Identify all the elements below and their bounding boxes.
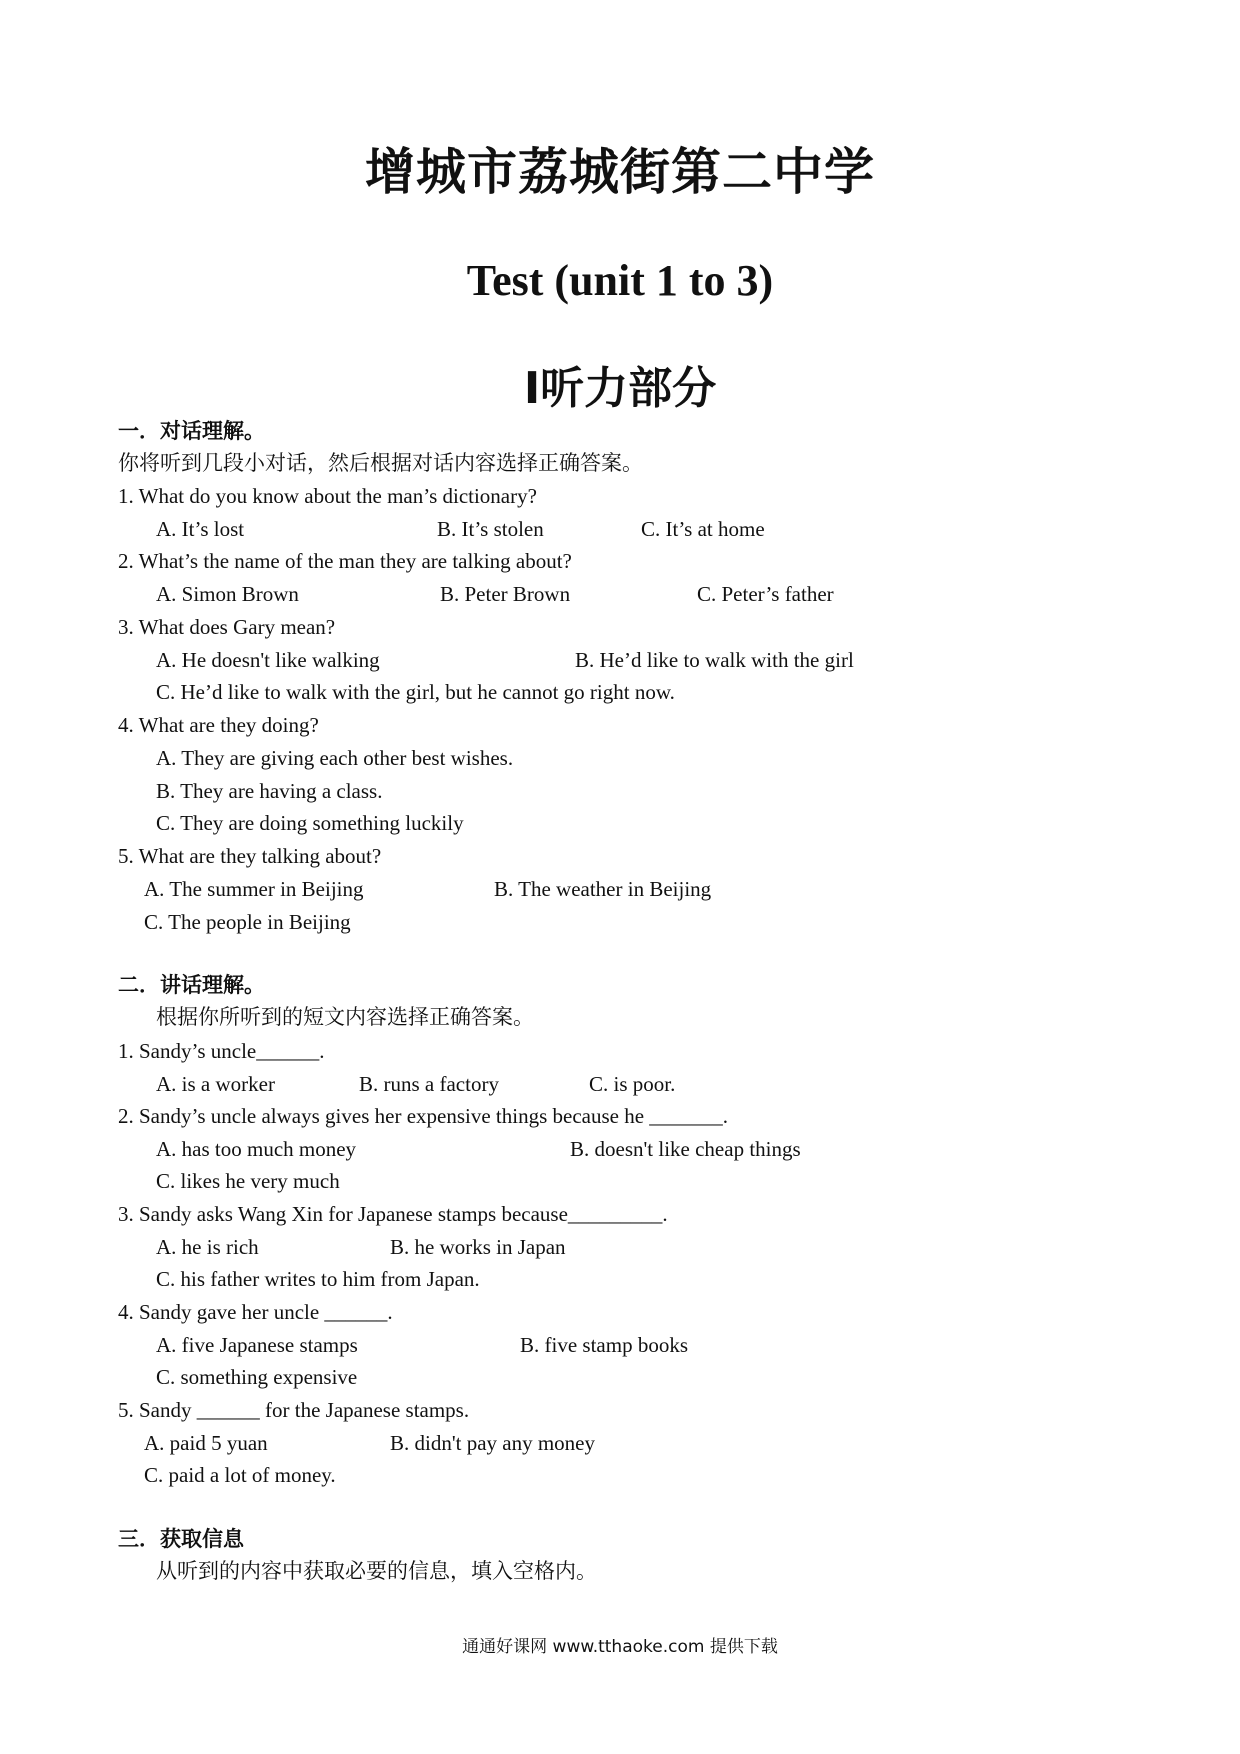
section2-instruction: 根据你所听到的短文内容选择正确答案。 <box>156 1005 534 1029</box>
section1-instruction: 你将听到几段小对话，然后根据对话内容选择正确答案。 <box>118 451 643 475</box>
part-title: Ⅰ听力部分 <box>523 363 717 414</box>
s2-q1-option-a: A. is a worker <box>156 1072 275 1096</box>
s1-q4-option-b: B. They are having a class. <box>156 779 383 803</box>
s1-q4-option-c: C. They are doing something luckily <box>156 811 464 835</box>
s1-q2-option-c: C. Peter’s father <box>697 582 834 606</box>
s1-q1-option-c: C. It’s at home <box>641 517 765 541</box>
s1-q2-option-a: A. Simon Brown <box>156 582 299 606</box>
s1-q1-option-b: B. It’s stolen <box>437 517 544 541</box>
s2-q5-stem: 5. Sandy ______ for the Japanese stamps. <box>118 1398 470 1422</box>
s2-q5-option-a: A. paid 5 yuan <box>144 1431 268 1455</box>
s1-q1-stem: 1. What do you know about the man’s dictionary? <box>118 484 537 508</box>
s2-q2-option-b: B. doesn't like cheap things <box>570 1137 801 1161</box>
section2-heading: 二．讲话理解。 <box>118 973 265 997</box>
s1-q5-option-a: A. The summer in Beijing <box>144 877 364 901</box>
s2-q5-option-b: B. didn't pay any money <box>390 1431 596 1455</box>
s2-q4-option-b: B. five stamp books <box>520 1333 688 1357</box>
s1-q4-option-a: A. They are giving each other best wishes. <box>156 746 514 770</box>
section1-heading: 一．对话理解。 <box>118 419 265 443</box>
s2-q4-option-a: A. five Japanese stamps <box>156 1333 358 1357</box>
section3-instruction: 从听到的内容中获取必要的信息，填入空格内。 <box>156 1559 597 1583</box>
s2-q1-option-b: B. runs a factory <box>359 1072 499 1096</box>
s2-q2-stem: 2. Sandy’s uncle always gives her expensive things because he _______. <box>118 1104 729 1128</box>
s1-q5-option-c: C. The people in Beijing <box>144 910 351 934</box>
s1-q3-option-b: B. He’d like to walk with the girl <box>575 648 854 672</box>
s2-q5-option-c: C. paid a lot of money. <box>144 1463 336 1487</box>
s1-q3-option-a: A. He doesn't like walking <box>156 648 380 672</box>
s1-q5-option-b: B. The weather in Beijing <box>494 877 712 901</box>
test-title: Test (unit 1 to 3) <box>466 256 774 305</box>
s1-q3-stem: 3. What does Gary mean? <box>118 615 336 639</box>
s1-q3-option-c: C. He’d like to walk with the girl, but he cannot go right now. <box>156 680 675 704</box>
s2-q3-option-a: A. he is rich <box>156 1235 259 1259</box>
s1-q5-stem: 5. What are they talking about? <box>118 844 382 868</box>
s2-q3-stem: 3. Sandy asks Wang Xin for Japanese stamps because_________. <box>118 1202 668 1226</box>
s1-q4-stem: 4. What are they doing? <box>118 713 319 737</box>
s2-q3-option-b: B. he works in Japan <box>390 1235 566 1259</box>
s1-q2-option-b: B. Peter Brown <box>440 582 571 606</box>
s1-q1-option-a: A. It’s lost <box>156 517 245 541</box>
s2-q1-stem: 1. Sandy’s uncle______. <box>118 1039 325 1063</box>
footer-text: 通通好课网 www.tthaoke.com 提供下载 <box>462 1637 778 1657</box>
s2-q4-option-c: C. something expensive <box>156 1365 358 1389</box>
s1-q2-stem: 2. What’s the name of the man they are talking about? <box>118 549 572 573</box>
school-title: 增城市荔城街第二中学 <box>365 143 875 201</box>
s2-q3-option-c: C. his father writes to him from Japan. <box>156 1267 480 1291</box>
s2-q2-option-c: C. likes he very much <box>156 1169 340 1193</box>
section3-heading: 三．获取信息 <box>118 1527 244 1551</box>
s2-q2-option-a: A. has too much money <box>156 1137 357 1161</box>
s2-q4-stem: 4. Sandy gave her uncle ______. <box>118 1300 393 1324</box>
s2-q1-option-c: C. is poor. <box>589 1072 676 1096</box>
